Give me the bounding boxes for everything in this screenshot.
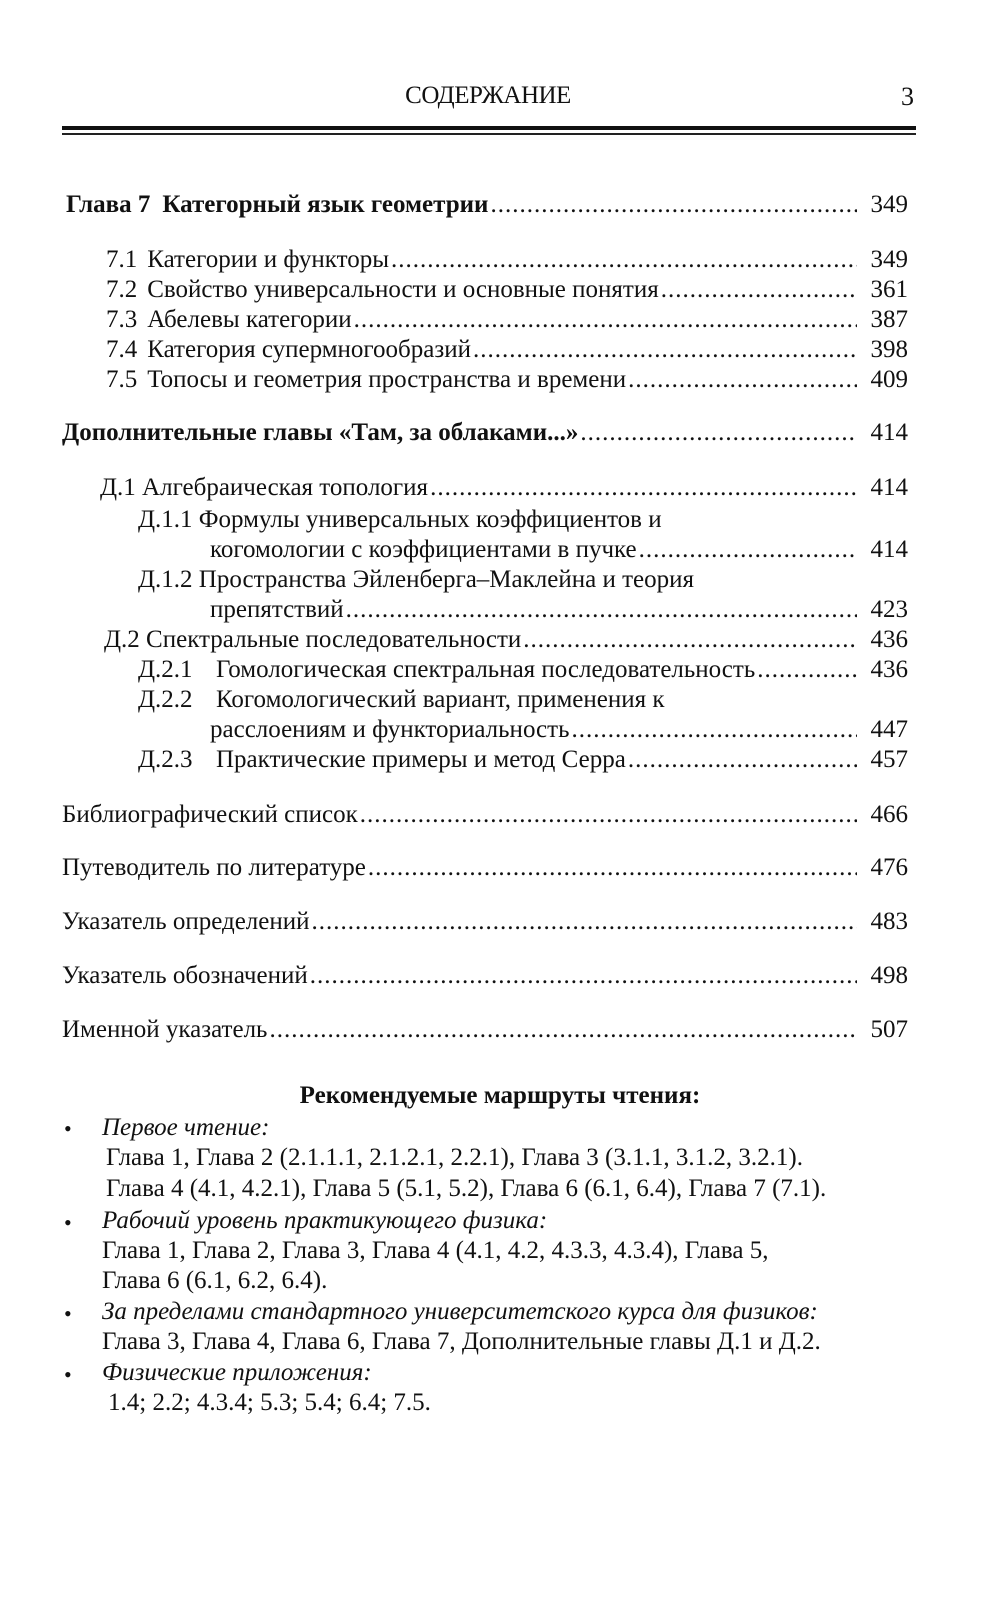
- section-title-cont: препятствий: [210, 596, 344, 623]
- route-line: Глава 6 (6.1, 6.2, 6.4).: [102, 1267, 328, 1294]
- dot-leader: [269, 1015, 856, 1045]
- routes-heading: Рекомендуемые маршруты чтения:: [299, 1082, 701, 1109]
- entry-page: 398: [870, 336, 908, 363]
- route-line: 1.4; 2.2; 4.3.4; 5.3; 5.4; 6.4; 7.5.: [108, 1389, 431, 1416]
- toc-entry-7-4: [106, 335, 908, 365]
- section-title: Топосы и геометрия пространства и времени: [147, 366, 627, 393]
- section-number: Д.2.3: [138, 746, 193, 773]
- route-label-first-reading: Первое чтение:: [102, 1114, 270, 1141]
- section-number: 7.3: [106, 306, 138, 333]
- dot-leader: [639, 535, 857, 565]
- section-title-cont: расслоениям и функториальность: [210, 716, 570, 743]
- toc-entry-7-1: [106, 245, 908, 275]
- chapter-title: Категорный язык геометрии: [162, 191, 489, 218]
- toc-entry-d11: [210, 535, 908, 565]
- running-head-title: СОДЕРЖАНИЕ: [405, 82, 571, 109]
- header-rule-thin: [62, 133, 916, 135]
- toc-entry-bibliography: [62, 800, 908, 830]
- route-line: Глава 1, Глава 2, Глава 3, Глава 4 (4.1, 4.2, 4.3.3, 4.3.4), Глава 5,: [102, 1237, 769, 1264]
- dot-leader: [354, 305, 857, 335]
- route-label-physical-applications: Физические приложения:: [102, 1359, 372, 1386]
- entry-page: 466: [870, 801, 908, 828]
- dot-leader: [312, 907, 857, 937]
- header-rule-thick: [62, 126, 916, 130]
- dot-leader: [310, 961, 857, 991]
- appendix-title: Дополнительные главы «Там, за облаками...»: [62, 419, 579, 446]
- entry-page: 498: [870, 962, 908, 989]
- dot-leader: [490, 190, 856, 220]
- section-title: Д.1 Алгебраическая топология: [100, 474, 429, 501]
- section-title: Практические примеры и метод Серра: [216, 746, 626, 773]
- toc-entry-appendix: [62, 418, 908, 448]
- toc-entry-d22-line1: Когомологический вариант, применения к: [216, 686, 665, 713]
- toc-entry-literature-guide: [62, 853, 908, 883]
- dot-leader: [628, 365, 856, 395]
- dot-leader: [523, 625, 856, 655]
- toc-entry-definitions-index: [62, 907, 908, 937]
- toc-entry-d23: [138, 745, 908, 775]
- entry-page: 423: [870, 596, 908, 623]
- page-number: 3: [901, 82, 914, 111]
- toc-entry-d2: [104, 625, 908, 655]
- toc-entry-notation-index: [62, 961, 908, 991]
- route-line: Глава 3, Глава 4, Глава 6, Глава 7, Дополнительные главы Д.1 и Д.2.: [102, 1328, 821, 1355]
- toc-entry-d12-line1: Д.1.2 Пространства Эйленберга–Маклейна и теория: [138, 566, 694, 593]
- section-title-cont: когомологии с коэффициентами в пучке: [210, 536, 637, 563]
- section-number: 7.5: [106, 366, 138, 393]
- dot-leader: [757, 655, 856, 685]
- entry-title: Указатель обозначений: [62, 962, 308, 989]
- section-title: Д.2 Спектральные последовательности: [104, 626, 522, 653]
- section-number: 7.2: [106, 276, 138, 303]
- entry-page: 507: [870, 1016, 908, 1043]
- route-label-working-level: Рабочий уровень практикующего физика:: [102, 1207, 548, 1234]
- toc-entry-d22: [210, 715, 908, 745]
- toc-entry-chapter-7: [66, 190, 908, 220]
- dot-leader: [628, 745, 857, 775]
- entry-page: 436: [870, 626, 908, 653]
- dot-leader: [430, 473, 856, 503]
- toc-entry-d1: [100, 473, 908, 503]
- entry-page: 387: [870, 306, 908, 333]
- route-line: Глава 1, Глава 2 (2.1.1.1, 2.1.2.1, 2.2.1), Глава 3 (3.1.1, 3.1.2, 3.2.1).: [106, 1144, 803, 1171]
- toc-entry-7-5: [106, 365, 908, 395]
- section-title: Категория супермногообразий: [147, 336, 471, 363]
- running-head: [62, 82, 914, 122]
- dot-leader: [580, 418, 856, 448]
- section-title: Абелевы категории: [147, 306, 352, 333]
- entry-page: 457: [870, 746, 908, 773]
- bullet: •: [64, 1362, 72, 1387]
- toc-entry-d21: [138, 655, 908, 685]
- entry-page: 361: [870, 276, 908, 303]
- entry-page: 414: [870, 536, 908, 563]
- entry-title: Библиографический список: [62, 801, 358, 828]
- dot-leader: [368, 853, 857, 883]
- dot-leader: [473, 335, 857, 365]
- entry-page: 349: [870, 246, 908, 273]
- route-label-beyond-standard: За пределами стандартного университетского курса для физиков:: [102, 1298, 818, 1325]
- entry-title: Путеводитель по литературе: [62, 854, 366, 881]
- bullet: •: [64, 1301, 72, 1326]
- section-title: Категории и функторы: [147, 246, 389, 273]
- entry-page: 409: [870, 366, 908, 393]
- section-number: 7.1: [106, 246, 138, 273]
- toc-entry-d12: [210, 595, 908, 625]
- toc-entry-7-3: [106, 305, 908, 335]
- bullet: •: [64, 1210, 72, 1235]
- toc-entry-name-index: [62, 1015, 908, 1045]
- entry-page: 414: [870, 474, 908, 501]
- bullet: •: [64, 1116, 72, 1141]
- entry-page: 483: [870, 908, 908, 935]
- section-number: 7.4: [106, 336, 138, 363]
- section-number: Д.2.1: [138, 656, 193, 683]
- section-title: Гомологическая спектральная последовательность: [216, 656, 756, 683]
- dot-leader: [391, 245, 857, 275]
- dot-leader: [572, 715, 857, 745]
- entry-page: 436: [870, 656, 908, 683]
- route-line: Глава 4 (4.1, 4.2.1), Глава 5 (5.1, 5.2), Глава 6 (6.1, 6.4), Глава 7 (7.1).: [106, 1175, 827, 1202]
- toc-entry-d22-number: Д.2.2: [138, 686, 193, 713]
- entry-page: 414: [870, 419, 908, 446]
- section-title: Свойство универсальности и основные понятия: [147, 276, 659, 303]
- toc-entry-7-2: [106, 275, 908, 305]
- entry-title: Указатель определений: [62, 908, 310, 935]
- dot-leader: [661, 275, 857, 305]
- dot-leader: [360, 800, 857, 830]
- entry-page: 349: [870, 191, 908, 218]
- entry-page: 476: [870, 854, 908, 881]
- chapter-label: Глава 7: [66, 191, 151, 218]
- entry-page: 447: [870, 716, 908, 743]
- dot-leader: [346, 595, 857, 625]
- entry-title: Именной указатель: [62, 1016, 268, 1043]
- toc-entry-d11-line1: Д.1.1 Формулы универсальных коэффициентов и: [138, 506, 662, 533]
